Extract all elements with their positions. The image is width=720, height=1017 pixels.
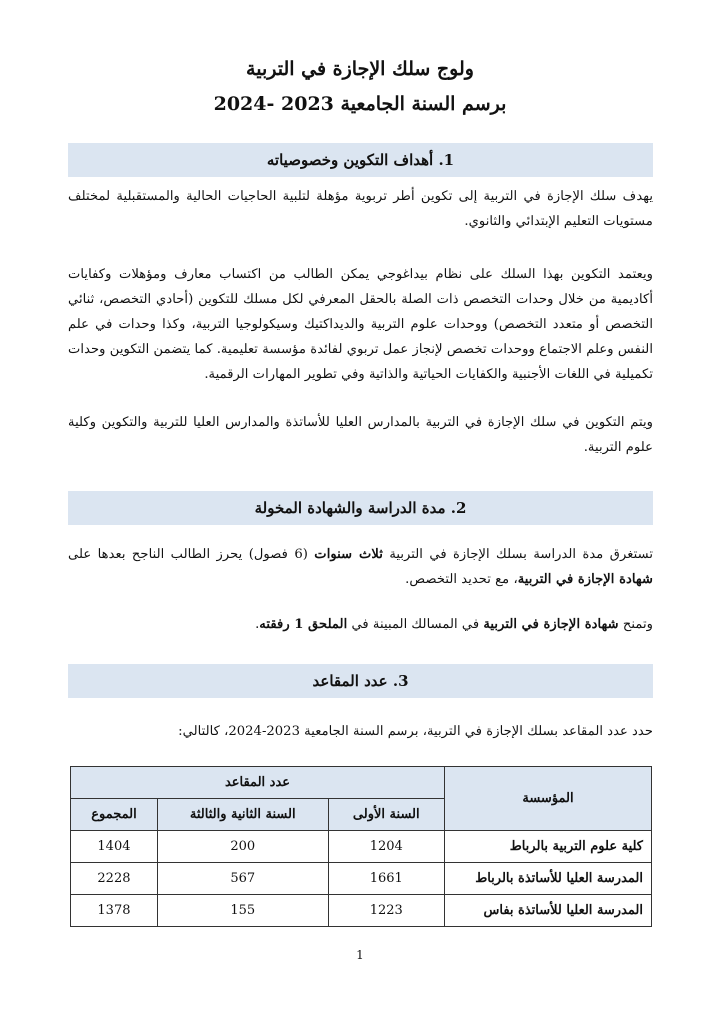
document-subtitle: برسم السنة الجامعية 2023 -2024: [213, 93, 507, 115]
header-year23: السنة الثانية والثالثة: [157, 799, 328, 831]
duration-emphasis: ثلاث سنوات: [314, 547, 383, 562]
section-3-heading: 3. عدد المقاعد: [68, 664, 653, 698]
year1-cell: 1204: [328, 831, 444, 863]
section-2-heading: 2. مدة الدراسة والشهادة المخولة: [68, 491, 653, 525]
institution-cell: المدرسة العليا للأساتذة بالرباط: [445, 863, 652, 895]
degree-emphasis: شهادة الإجازة في التربية: [517, 572, 653, 587]
year23-cell: 155: [157, 895, 328, 927]
section-1-paragraph-1: يهدف سلك الإجازة في التربية إلى تكوين أطر تربوية مؤهلة لتلبية الحاجيات الحالية والمستقبلية لمختلف مستويات التعليم الإبتدائي والثانوي.: [68, 189, 653, 229]
institution-cell: المدرسة العليا للأساتذة بفاس: [445, 895, 652, 927]
header-seats-group: عدد المقاعد: [71, 767, 445, 799]
section-1-paragraph-3: ويتم التكوين في سلك الإجازة في التربية بالمدارس العليا للأساتذة والمدارس العليا للتربية والتكوين وكلية علوم التربية.: [68, 415, 653, 455]
seats-table: [70, 766, 652, 927]
section-1-paragraph-2: ويعتمد التكوين بهذا السلك على نظام بيداغوجي يمكن الطالب من اكتساب معارف ومؤهلات وكفايات أكاديمية من خلال وحدات التخصص ذات الصلة بالحقل المعرفي لكل مسلك للتكوين (أحادي التخصص، ثنائي التخصص أو متعدد التخصص) ووحدات علوم التربية والديداكتيك وسيكولوجيا التربية، وكذا وحدات في علم النفس وعلم الاجتماع ووحدات تخصص لإنجاز عمل تربوي لفائدة مؤسسة تعليمية. كما يتضمن التكوين وحدات تكميلية في اللغات الأجنبية والكفايات الحياتية والذاتية وفي تطوير المهارات الرقمية.: [68, 267, 653, 382]
document-title: ولوج سلك الإجازة في التربية: [246, 58, 474, 80]
year23-cell: 567: [157, 863, 328, 895]
header-year1: السنة الأولى: [328, 799, 444, 831]
total-cell: 1404: [71, 831, 158, 863]
degree-emphasis-2: شهادة الإجازة في التربية: [483, 617, 619, 632]
section-3-intro: حدد عدد المقاعد بسلك الإجازة في التربية، برسم السنة الجامعية 2023-2024، كالتالي:: [178, 724, 653, 739]
year1-cell: 1661: [328, 863, 444, 895]
table-row: [71, 863, 652, 895]
annex-reference: الملحق 1 رفقته: [259, 617, 348, 632]
section-2-paragraph-1: تستغرق مدة الدراسة بسلك الإجازة في التربية ثلاث سنوات (6 فصول) يحرز الطالب الناجح بعدها على شهادة الإجازة في التربية، مع تحديد التخصص.: [68, 547, 654, 587]
section-2-paragraph-2: وتمنح شهادة الإجازة في التربية في المسالك المبينة في الملحق 1 رفقته.: [255, 617, 653, 632]
table-header-row: [71, 767, 652, 799]
year1-cell: 1223: [328, 895, 444, 927]
institution-cell: كلية علوم التربية بالرباط: [445, 831, 652, 863]
table-row: [71, 831, 652, 863]
total-cell: 1378: [71, 895, 158, 927]
header-total: المجموع: [71, 799, 158, 831]
table-row: [71, 895, 652, 927]
page-number: 1: [356, 948, 364, 962]
year23-cell: 200: [157, 831, 328, 863]
total-cell: 2228: [71, 863, 158, 895]
header-institution: المؤسسة: [445, 767, 652, 831]
section-1-heading: 1. أهداف التكوين وخصوصياته: [68, 143, 653, 177]
